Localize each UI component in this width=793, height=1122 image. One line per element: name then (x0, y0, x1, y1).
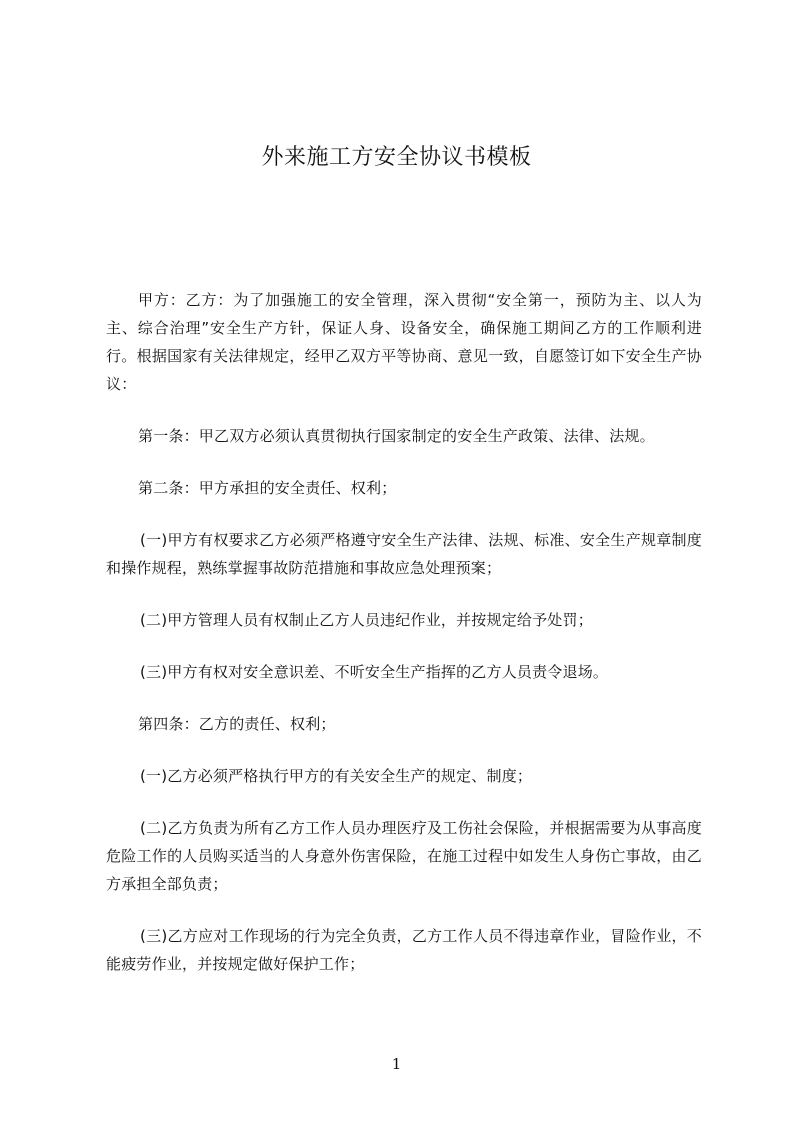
paragraph-article-4-item-1: (一)乙方必须严格执行甲方的有关安全生产的规定、制度； (140, 767, 533, 785)
paragraph-article-4-item-3: (三)乙方应对工作现场的行为完全负责，乙方工作人员不得违章作业，冒险作业，不能疲劳作业，并按规定做好保护工作； (106, 927, 702, 973)
page-number: 1 (391, 1055, 402, 1073)
paragraph-preamble: 甲方：乙方：为了加强施工的安全管理，深入贯彻“安全第一，预防为主、以人为主、综合治理”安全生产方针，保证人身、设备安全，确保施工期间乙方的工作顺利进行。根据国家有关法律规定，经甲乙双方平等协商、意见一致，自愿签订如下安全生产协议： (106, 291, 702, 393)
paragraph-article-2: 第二条：甲方承担的安全责任、权利； (138, 479, 397, 497)
document-body (106, 286, 702, 1002)
paragraph-article-2-item-3: (三)甲方有权对安全意识差、不听安全生产指挥的乙方人员责令退场。 (140, 663, 609, 681)
paragraph-article-4-item-2: (二)乙方负责为所有乙方工作人员办理医疗及工伤社会保险，并根据需要为从事高度危险工作的人员购买适当的人身意外伤害保险，在施工过程中如发生人身伤亡事故，由乙方承担全部负责； (106, 819, 702, 893)
paragraph-article-2-item-2: (二)甲方管理人员有权制止乙方人员违纪作业，并按规定给予处罚； (140, 611, 593, 629)
document-title: 外来施工方安全协议书模板 (261, 145, 532, 170)
paragraph-article-1: 第一条：甲乙双方必须认真贯彻执行国家制定的安全生产政策、法律、法规。 (138, 427, 655, 445)
paragraph-article-2-item-1: (一)甲方有权要求乙方必须严格遵守安全生产法律、法规、标准、安全生产规章制度和操作规程，熟练掌握事故防范措施和事故应急处理预案； (106, 531, 702, 577)
paragraph-article-4: 第四条：乙方的责任、权利； (138, 715, 336, 733)
